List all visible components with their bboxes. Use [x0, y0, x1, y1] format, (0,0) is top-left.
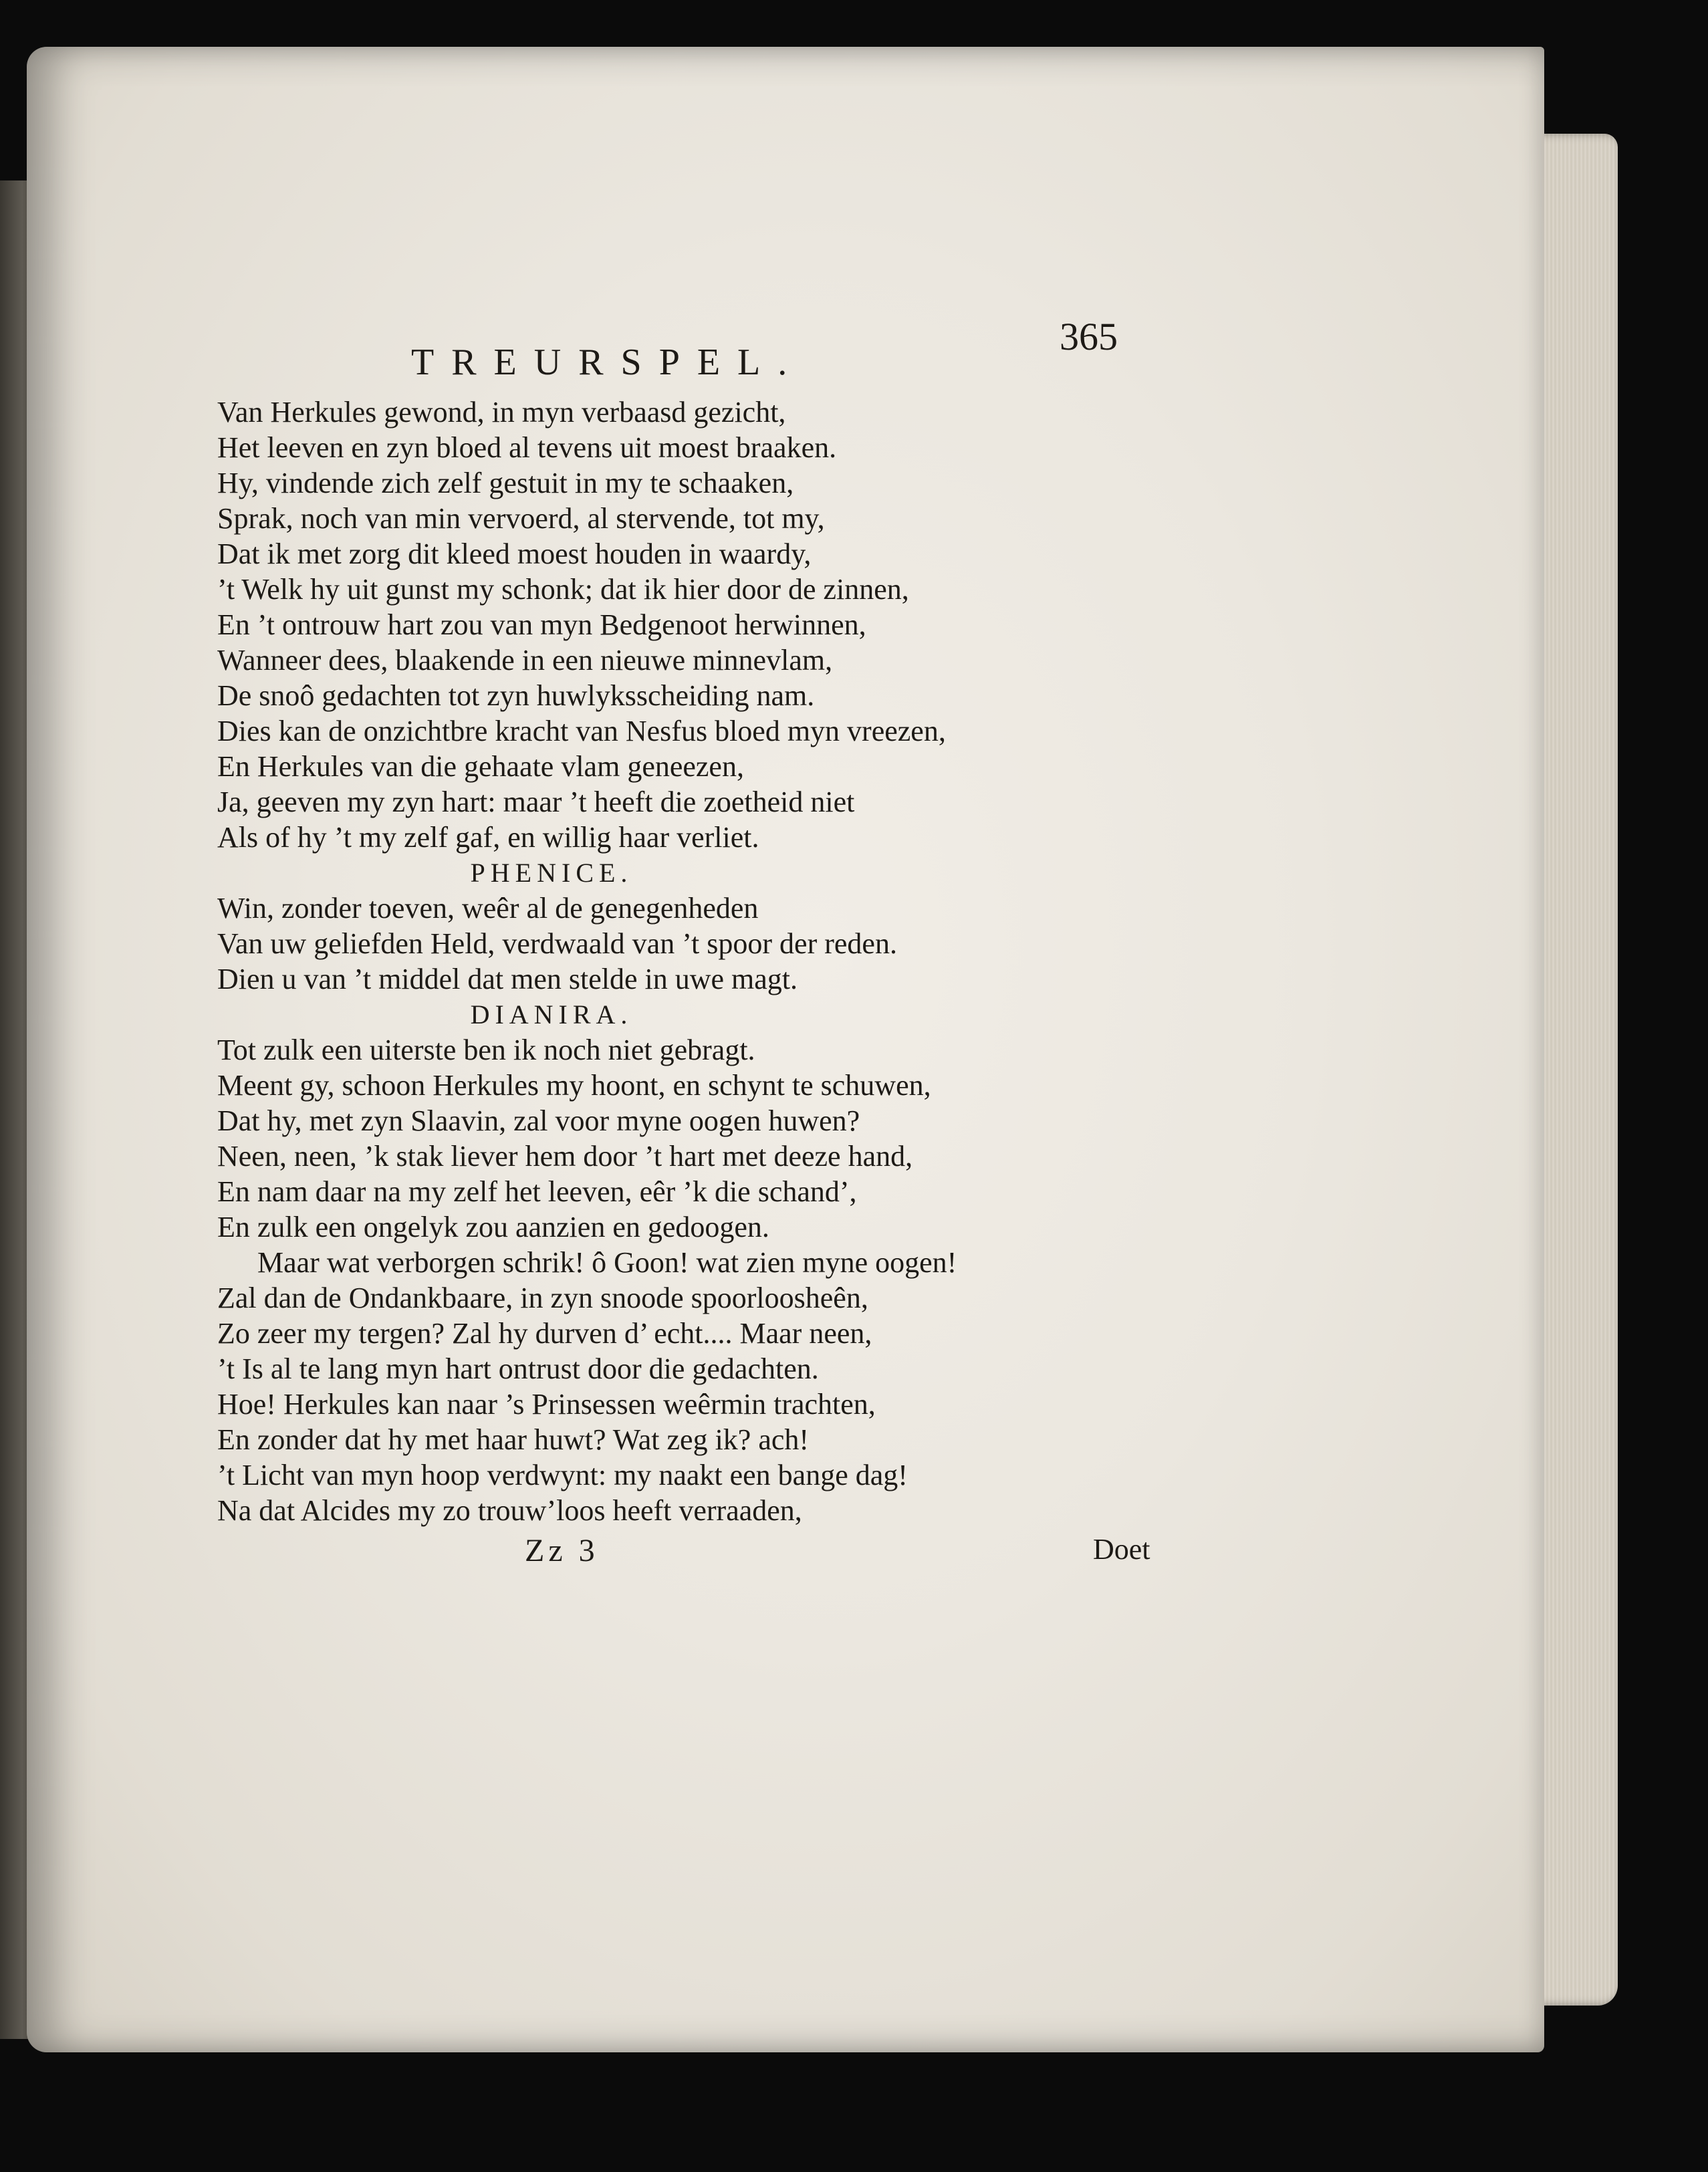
verse-line: Tot zulk een uiterste ben ik noch niet gebragt.: [217, 1034, 755, 1066]
verse-line: Meent gy, schoon Herkules my hoont, en schynt te schuwen,: [217, 1069, 931, 1102]
signature-mark: Zz 3: [525, 1533, 599, 1568]
verse-line: En ’t ontrouw hart zou van myn Bedgenoot herwinnen,: [217, 608, 866, 641]
verse-line: Dies kan de onzichtbre kracht van Nesfus bloed myn vreezen,: [217, 715, 946, 747]
verse-line: Zal dan de Ondankbaare, in zyn snoode spoorloosheên,: [217, 1282, 868, 1314]
verse-line: Wanneer dees, blaakende in een nieuwe minnevlam,: [217, 644, 833, 677]
verse-line: De snoô gedachten tot zyn huwlyksscheiding nam.: [217, 679, 815, 712]
verse-line: Van uw geliefden Held, verdwaald van ’t spoor der reden.: [217, 927, 897, 960]
verse-line: Win, zonder toeven, weêr al de genegenheden: [217, 892, 759, 925]
speaker-heading: PHENICE.: [470, 858, 633, 888]
verse-line: En zonder dat hy met haar huwt? Wat zeg ik? ach!: [217, 1423, 810, 1456]
verse-line: Neen, neen, ’k stak liever hem door ’t hart met deeze hand,: [217, 1140, 913, 1173]
verse-line: Sprak, noch van min vervoerd, al stervende, tot my,: [217, 502, 825, 535]
verse-line: Zo zeer my tergen? Zal hy durven d’ echt.... Maar neen,: [217, 1317, 872, 1350]
verse-line: Hy, vindende zich zelf gestuit in my te schaaken,: [217, 467, 794, 499]
verse-line: Het leeven en zyn bloed al tevens uit moest braaken.: [217, 431, 837, 464]
verse-line: ’t Licht van myn hoop verdwynt: my naakt een bange dag!: [217, 1459, 908, 1491]
verse-line: Dat ik met zorg dit kleed moest houden in waardy,: [217, 537, 812, 570]
running-title: TREURSPEL.: [411, 342, 805, 383]
verse-line: En Herkules van die gehaate vlam geneezen,: [217, 750, 744, 783]
verse-line: Dat hy, met zyn Slaavin, zal voor myne oogen huwen?: [217, 1104, 860, 1137]
verse-line: En zulk een ongelyk zou aanzien en gedoogen.: [217, 1211, 769, 1243]
catchword: Doet: [1093, 1533, 1150, 1566]
verse-line: Ja, geeven my zyn hart: maar ’t heeft die zoetheid niet: [217, 786, 855, 818]
page-footer: [217, 1532, 1233, 1579]
verse-lines: [217, 394, 1233, 1528]
verse-line: Als of hy ’t my zelf gaf, en willig haar verliet.: [217, 821, 759, 854]
verse-line: Hoe! Herkules kan naar ’s Prinsessen weêrmin trachten,: [217, 1388, 876, 1421]
verse-line: Na dat Alcides my zo trouw’loos heeft verraaden,: [217, 1494, 802, 1527]
verse-line: ’t Is al te lang myn hart ontrust door die gedachten.: [217, 1352, 819, 1385]
verse-line-indented: Maar wat verborgen schrik! ô Goon! wat zien myne oogen!: [257, 1246, 957, 1279]
speaker-heading: DIANIRA.: [470, 999, 633, 1030]
text-block: [217, 314, 1233, 1579]
running-head: [217, 314, 1233, 394]
page-number: 365: [1060, 315, 1118, 358]
verse-line: Van Herkules gewond, in myn verbaasd gezicht,: [217, 396, 786, 429]
verse-line: En nam daar na my zelf het leeven, eêr ’k die schand’,: [217, 1175, 857, 1208]
book-page: [27, 47, 1544, 2052]
verse-line: ’t Welk hy uit gunst my schonk; dat ik hier door de zinnen,: [217, 573, 909, 606]
verse-line: Dien u van ’t middel dat men stelde in uwe magt.: [217, 963, 798, 995]
